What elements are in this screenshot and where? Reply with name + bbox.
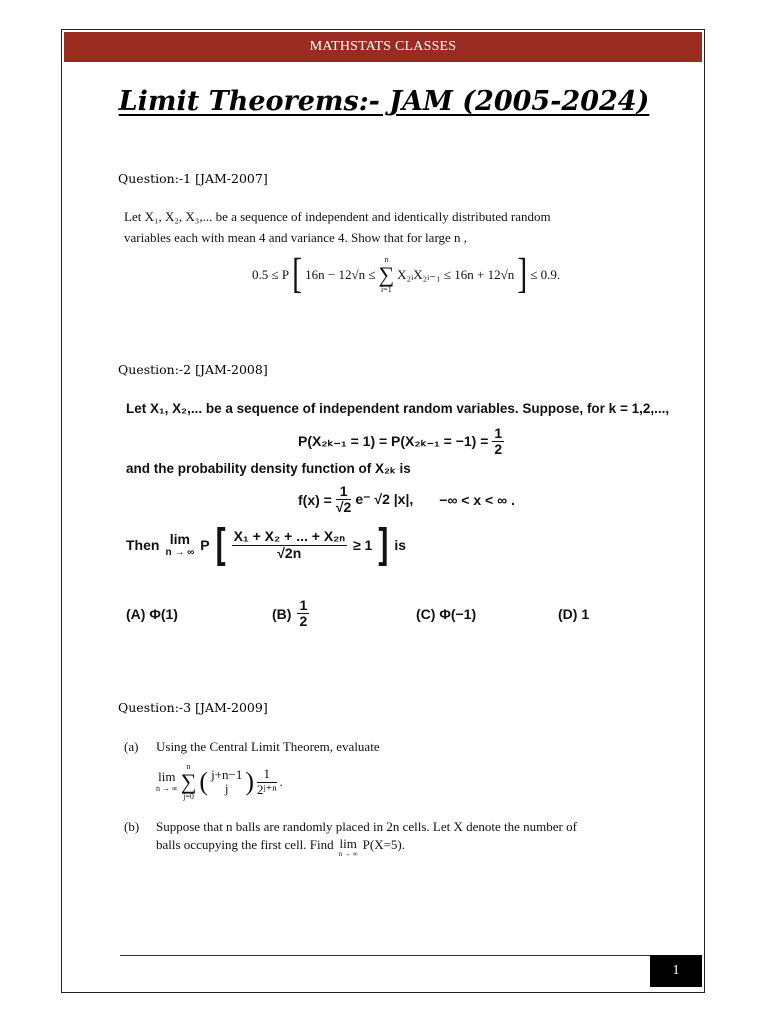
binom-left-paren: ( bbox=[199, 767, 209, 796]
part-b-text: balls occupying the first cell. Find bbox=[156, 837, 334, 852]
question-1-formula bbox=[252, 251, 561, 298]
lim-sub: n → ∞ bbox=[156, 783, 178, 793]
question-2-limit-expr bbox=[126, 521, 406, 568]
binomial bbox=[211, 768, 242, 797]
sum-lower: j=0 bbox=[183, 792, 194, 801]
eq1-num: 1 bbox=[494, 425, 503, 441]
part-b-line1: Suppose that n balls are randomly placed in 2n cells. Let X denote the number of bbox=[156, 819, 577, 834]
binom-bottom: j bbox=[224, 781, 229, 796]
formula-inner-left: 16n − 12√n ≤ bbox=[305, 267, 376, 282]
option-d-value: 1 bbox=[581, 606, 590, 622]
part-b-lim-sub: n → ∞ bbox=[338, 850, 358, 859]
footer-divider bbox=[120, 955, 702, 956]
pdf-num: 1 bbox=[336, 484, 351, 500]
right-bracket: ] bbox=[517, 251, 528, 298]
option-a-value: Φ(1) bbox=[149, 606, 178, 622]
question-2-pdf bbox=[298, 484, 515, 516]
question-2-line1: Let X₁, X₂,... be a sequence of independent random variables. Suppose, for k = 1,2,..., bbox=[126, 401, 670, 416]
lim-text: lim bbox=[158, 769, 176, 785]
sum-upper: n bbox=[186, 762, 191, 771]
pdf-exp: e⁻ √2 |x|, bbox=[355, 491, 414, 508]
option-c[interactable] bbox=[416, 606, 476, 622]
option-a[interactable] bbox=[126, 606, 178, 622]
left-bracket: [ bbox=[215, 521, 226, 568]
question-1-label: Question:-1 [JAM-2007] bbox=[118, 171, 268, 186]
summation-symbol: n ∑ i=1 bbox=[378, 255, 395, 294]
pdf-fraction bbox=[336, 484, 351, 516]
p-text: P bbox=[200, 537, 210, 553]
left-bracket: [ bbox=[292, 251, 303, 298]
question-1-line1: Let X₁, X₂, X₃,... be a sequence of independent and identically distributed random bbox=[124, 209, 551, 224]
header-bar bbox=[64, 32, 702, 62]
lim-text: lim bbox=[169, 530, 190, 547]
frac-den: √2n bbox=[277, 544, 302, 561]
pdf-range: −∞ < x < ∞ . bbox=[439, 491, 515, 508]
question-2-eq1 bbox=[298, 426, 504, 458]
option-b[interactable] bbox=[272, 598, 309, 630]
part-a-key: (a) bbox=[124, 739, 139, 754]
eq1-fraction bbox=[492, 426, 504, 458]
pdf-left: f(x) = bbox=[298, 491, 332, 508]
option-c-value: Φ(−1) bbox=[439, 606, 477, 622]
ge-text: ≥ 1 bbox=[352, 537, 373, 553]
part-b-lim bbox=[339, 837, 358, 859]
part-b-line2 bbox=[156, 837, 405, 859]
sum-fraction bbox=[232, 529, 347, 561]
formula-left: 0.5 ≤ P bbox=[252, 267, 290, 282]
sum-lower: i=1 bbox=[380, 285, 392, 294]
brand-name: MATHSTATS CLASSES bbox=[309, 39, 457, 54]
pdf-den: √2 bbox=[335, 499, 352, 516]
eq1-den: 2 bbox=[494, 441, 503, 458]
frac-num: 1 bbox=[257, 767, 276, 782]
sum-upper: n bbox=[384, 255, 389, 264]
binom-right-paren: ) bbox=[245, 767, 255, 796]
right-bracket: ] bbox=[378, 521, 389, 568]
expr-tail: . bbox=[279, 774, 283, 789]
eq1-left: P(X₂ₖ₋₁ = 1) = P(X₂ₖ₋₁ = −1) = bbox=[298, 433, 489, 450]
frac-num: X₁ + X₂ + ... + X₂ₙ bbox=[233, 528, 345, 545]
question-2-body bbox=[120, 398, 670, 643]
part-b-expr: P(X=5). bbox=[362, 837, 405, 852]
question-1-body bbox=[120, 206, 650, 306]
part-b-lim-text: lim bbox=[339, 836, 357, 851]
summation-symbol: n ∑ j=0 bbox=[180, 762, 197, 801]
option-b-den: 2 bbox=[299, 613, 308, 630]
lim-block bbox=[165, 532, 194, 558]
question-3-label: Question:-3 [JAM-2009] bbox=[118, 700, 268, 715]
then-text: Then bbox=[126, 537, 160, 553]
formula-inner-right: X₂ᵢX₂ᵢ₋₁ ≤ 16n + 12√n bbox=[397, 267, 515, 282]
part-b-key: (b) bbox=[124, 819, 140, 834]
part-a-text: Using the Central Limit Theorem, evaluate bbox=[156, 739, 380, 754]
part-a-expression bbox=[156, 763, 283, 801]
page-number: 1 bbox=[650, 955, 702, 987]
option-b-key: (B) bbox=[272, 605, 292, 622]
option-a-key: (A) bbox=[126, 606, 146, 622]
binom-top: j+n−1 bbox=[211, 766, 243, 782]
option-d[interactable] bbox=[558, 606, 589, 622]
question-1-line2: variables each with mean 4 and variance 4. Show that for large n , bbox=[124, 230, 468, 245]
lim-block bbox=[156, 770, 178, 793]
option-b-num: 1 bbox=[299, 597, 308, 613]
option-d-key: (D) bbox=[558, 606, 578, 622]
document-title: Limit Theorems:- JAM (2005-2024) bbox=[118, 86, 650, 117]
formula-right: ≤ 0.9. bbox=[530, 267, 561, 282]
power-fraction bbox=[257, 767, 276, 797]
option-b-fraction bbox=[297, 598, 309, 630]
option-c-key: (C) bbox=[416, 606, 436, 622]
lim-sub: n → ∞ bbox=[165, 547, 195, 559]
is-text: is bbox=[394, 537, 406, 553]
question-3-body bbox=[120, 735, 650, 865]
question-2-label: Question:-2 [JAM-2008] bbox=[118, 362, 268, 377]
frac-den: 2ʲ⁺ⁿ bbox=[257, 781, 277, 797]
question-2-line2: and the probability density function of X₂ₖ is bbox=[126, 461, 411, 476]
